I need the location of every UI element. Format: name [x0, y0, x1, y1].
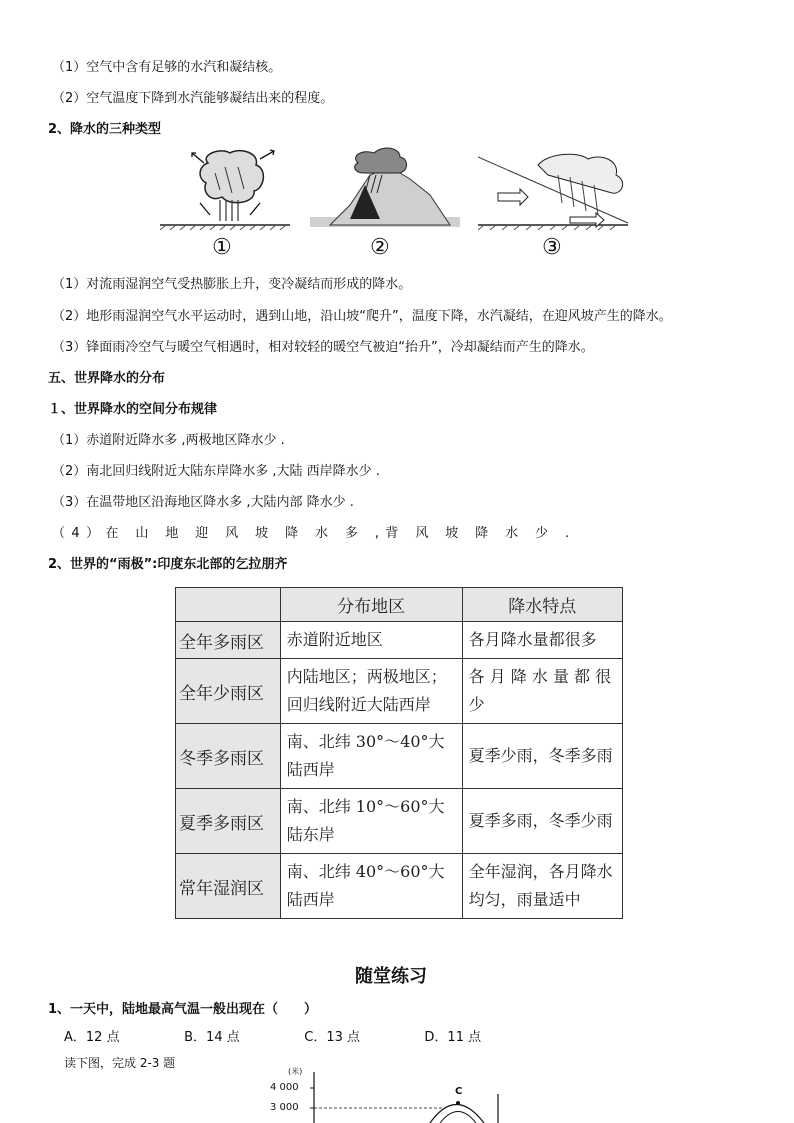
mountain-profile-figure	[270, 1066, 510, 1123]
figure-label-2: ②	[370, 235, 390, 260]
row-region: 南、北纬 40°～60°大陆西岸	[280, 854, 462, 919]
row-type: 夏季多雨区	[176, 789, 281, 854]
row-type: 全年少雨区	[176, 659, 281, 724]
row-region: 南、北纬 30°～40°大陆西岸	[280, 724, 462, 789]
table-row	[176, 622, 623, 659]
rule-2: （2）南北回归线附近大陆东岸降水多 ,大陆 西岸降水少 .	[52, 464, 380, 479]
subheading-distribution: １、世界降水的空间分布规律	[48, 402, 218, 417]
row-feature: 夏季少雨，冬季多雨	[462, 724, 622, 789]
table-row	[176, 659, 623, 724]
tick-3000: 3 000	[270, 1102, 299, 1113]
rule-3: （3）在温带地区沿海地区降水多 ,大陆内部 降水少 .	[52, 495, 354, 510]
rule-4: （4）在 山 地 迎 风 坡 降 水 多 ,背 风 坡 降 水 少 .	[52, 526, 576, 541]
option-a[interactable]: A．12 点	[64, 1030, 120, 1045]
header-region: 分布地区	[280, 588, 462, 622]
point-c-label: C	[455, 1086, 463, 1097]
practice-title: 随堂练习	[355, 966, 427, 987]
row-feature: 各月降水量都很多	[462, 622, 622, 659]
option-b[interactable]: B．14 点	[184, 1030, 240, 1045]
orographic-rain-diagram	[310, 145, 460, 235]
precipitation-distribution-table	[175, 587, 623, 919]
section-heading: 五、世界降水的分布	[48, 371, 166, 386]
frontal-rain-diagram	[478, 145, 638, 235]
convection-rain-diagram	[160, 145, 290, 235]
table-header-row	[176, 588, 623, 622]
axis-unit: (米)	[288, 1067, 303, 1076]
subheading-rain-pole: 2、世界的“雨极”:印度东北部的乞拉朋齐	[48, 557, 288, 572]
row-type: 全年多雨区	[176, 622, 281, 659]
type-item-1: （1）对流雨湿润空气受热膨胀上升，变冷凝结而形成的降水。	[52, 277, 412, 292]
row-region: 南、北纬 10°～60°大陆东岸	[280, 789, 462, 854]
row-type: 冬季多雨区	[176, 724, 281, 789]
table-row	[176, 854, 623, 919]
question-1: 1、一天中，陆地最高气温一般出现在（ ）	[48, 1002, 318, 1017]
header-blank	[176, 588, 281, 622]
mountain-profile-lines	[270, 1066, 510, 1123]
condition-2: （2）空气温度下降到水汽能够凝结出来的程度。	[52, 91, 334, 106]
header-feature: 降水特点	[462, 588, 622, 622]
row-feature: 各 月 降 水 量 都 很少	[462, 659, 622, 724]
table-row	[176, 789, 623, 854]
type-item-2: （2）地形雨湿润空气水平运动时，遇到山地，沿山坡“爬升”，温度下降，水汽凝结，在迎风坡产生的降水。	[52, 309, 672, 324]
precipitation-types-figure	[160, 145, 640, 263]
option-c[interactable]: C．13 点	[304, 1030, 361, 1045]
row-region: 内陆地区；两极地区；回归线附近大陆西岸	[280, 659, 462, 724]
read-instruction: 读下图，完成 2-3 题	[64, 1056, 176, 1070]
condition-1: （1）空气中含有足够的水汽和凝结核。	[52, 60, 282, 75]
tick-4000: 4 000	[270, 1082, 299, 1093]
row-region: 赤道附近地区	[280, 622, 462, 659]
type-item-3: （3）锋面雨冷空气与暖空气相遇时，相对较轻的暖空气被迫“抬升”，冷却凝结而产生的降水。	[52, 340, 594, 355]
row-feature: 全年湿润，各月降水均匀，雨量适中	[462, 854, 622, 919]
question-1-options	[64, 1026, 481, 1045]
figure-label-1: ①	[212, 235, 232, 260]
row-feature: 夏季多雨，冬季少雨	[462, 789, 622, 854]
row-type: 常年湿润区	[176, 854, 281, 919]
types-heading: 2、降水的三种类型	[48, 122, 162, 137]
table-row	[176, 724, 623, 789]
figure-label-3: ③	[542, 235, 562, 260]
rule-1: （1）赤道附近降水多 ,两极地区降水少 .	[52, 433, 285, 448]
option-d[interactable]: D．11 点	[424, 1030, 482, 1045]
